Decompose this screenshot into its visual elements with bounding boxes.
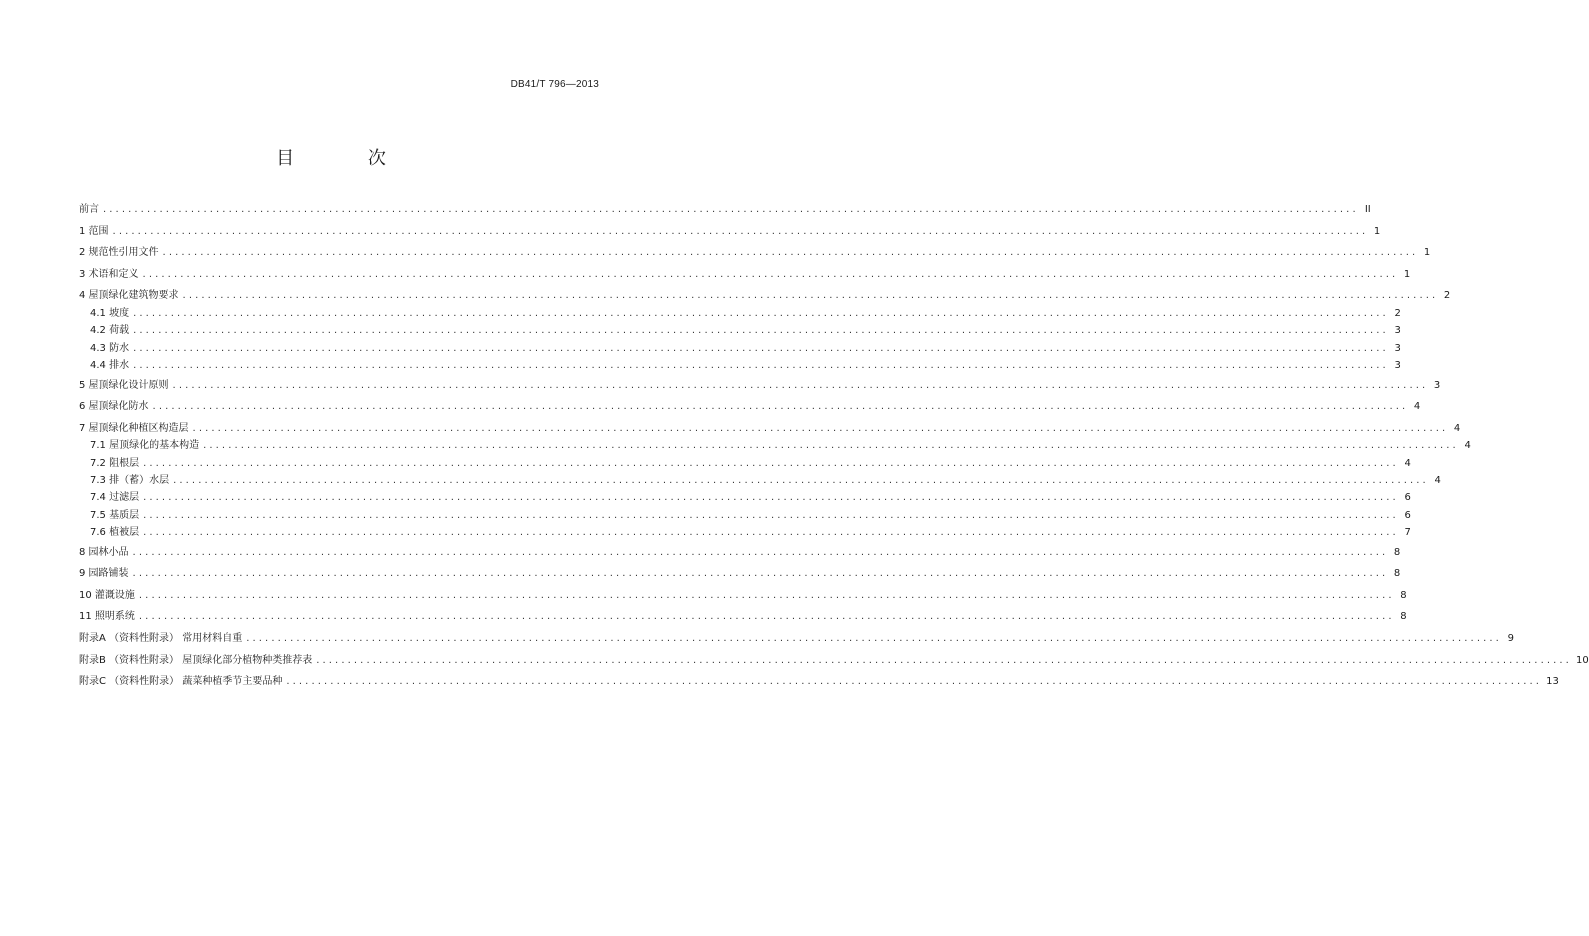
toc-entry[interactable] xyxy=(79,199,1371,221)
toc-entry-page: 4 xyxy=(1413,401,1421,413)
toc-entry-page: 1 xyxy=(1423,247,1431,259)
toc-entry-page: 1 xyxy=(1373,225,1381,237)
toc-entry[interactable] xyxy=(79,542,1401,564)
toc-dot-leader: ........................................................................................................................................................................................................ xyxy=(172,379,1429,391)
toc-entry-label: 7.1 屋顶绿化的基本构造 xyxy=(90,440,200,452)
toc-dot-leader: ........................................................................................................................................................................................................ xyxy=(133,360,1389,372)
toc-entry-page: 4 xyxy=(1453,422,1461,434)
toc-entry-label: 前言 xyxy=(79,204,99,215)
toc-entry[interactable] xyxy=(79,563,1401,585)
toc-entry[interactable] xyxy=(79,650,1589,672)
toc-entry[interactable] xyxy=(79,322,1401,339)
toc-dot-leader: ........................................................................................................................................................................................................ xyxy=(143,492,1399,504)
toc-entry-label: 4 屋顶绿化建筑物要求 xyxy=(79,290,179,302)
toc-entry-page: 2 xyxy=(1394,307,1401,319)
toc-entry-label: 1 范围 xyxy=(79,225,109,237)
toc-entry-page: 3 xyxy=(1394,360,1401,372)
toc-entry-label: 3 术语和定义 xyxy=(79,268,139,280)
toc-entry-page: 7 xyxy=(1404,527,1411,539)
toc-dot-leader: ........................................................................................................................................................................................................ xyxy=(103,204,1359,215)
toc-entry[interactable] xyxy=(79,264,1411,286)
toc-dot-leader: ........................................................................................................................................................................................................ xyxy=(133,342,1389,354)
toc-entry-label: 8 园林小品 xyxy=(79,546,129,558)
toc-entry-page: II xyxy=(1364,204,1371,215)
toc-entry-page: 13 xyxy=(1546,676,1559,688)
toc-entry-label: 7.4 过滤层 xyxy=(90,492,140,504)
toc-entry-label: 附录C （资料性附录） 蔬菜种植季节主要品种 xyxy=(79,676,283,688)
toc-entry-label: 7.6 植被层 xyxy=(90,527,140,539)
toc-entry-page: 9 xyxy=(1507,633,1514,645)
toc-dot-leader: ........................................................................................................................................................................................................ xyxy=(133,307,1389,319)
toc-entry-page: 2 xyxy=(1443,290,1451,302)
toc-entry-page: 8 xyxy=(1400,611,1407,623)
toc-entry-label: 4.3 防水 xyxy=(90,342,130,354)
toc-entry[interactable] xyxy=(79,671,1559,693)
toc-dot-leader: ........................................................................................................................................................................................................ xyxy=(138,589,1395,601)
toc-entry-label: 4.1 坡度 xyxy=(90,307,130,319)
toc-entry-label: 5 屋顶绿化设计原则 xyxy=(79,379,169,391)
toc-entry-label: 6 屋顶绿化防水 xyxy=(79,401,149,413)
toc-dot-leader: ........................................................................................................................................................................................................ xyxy=(142,268,1399,280)
toc-entry-page: 8 xyxy=(1400,589,1407,601)
toc-entry-label: 4.4 排水 xyxy=(90,360,130,372)
toc-entry-label: 附录B （资料性附录） 屋顶绿化部分植物种类推荐表 xyxy=(79,654,313,666)
toc-entry[interactable] xyxy=(79,489,1411,506)
toc-dot-leader: ........................................................................................................................................................................................................ xyxy=(152,401,1409,413)
toc-entry[interactable] xyxy=(79,606,1407,628)
toc-entry[interactable] xyxy=(79,285,1451,307)
toc-entry-label: 2 规范性引用文件 xyxy=(79,247,159,259)
toc-entry-page: 8 xyxy=(1393,546,1401,558)
toc-entry-page: 3 xyxy=(1394,342,1401,354)
toc-entry[interactable] xyxy=(79,221,1381,243)
toc-entry-label: 7.2 阻根层 xyxy=(90,457,140,469)
toc-dot-leader: ........................................................................................................................................................................................................ xyxy=(112,225,1369,237)
toc-entry[interactable] xyxy=(79,340,1401,357)
toc-entry-label: 附录A （资料性附录） 常用材料自重 xyxy=(79,633,243,645)
toc-entry[interactable] xyxy=(79,507,1411,524)
toc-entry[interactable] xyxy=(79,375,1441,397)
toc-dot-leader: ........................................................................................................................................................................................................ xyxy=(133,325,1389,337)
toc-dot-leader: ........................................................................................................................................................................................................ xyxy=(203,440,1459,452)
toc-dot-leader: ........................................................................................................................................................................................................ xyxy=(138,611,1395,623)
toc-entry-page: 3 xyxy=(1394,325,1401,337)
toc-entry[interactable] xyxy=(79,305,1401,322)
toc-entry[interactable] xyxy=(79,585,1407,607)
toc-dot-leader: ........................................................................................................................................................................................................ xyxy=(173,475,1429,487)
toc-entry[interactable] xyxy=(79,628,1514,650)
toc-dot-leader: ........................................................................................................................................................................................................ xyxy=(192,422,1449,434)
toc-entry[interactable] xyxy=(79,455,1411,472)
toc-entry-page: 8 xyxy=(1393,568,1401,580)
toc-entry-page: 4 xyxy=(1464,440,1471,452)
toc-entry[interactable] xyxy=(79,242,1431,264)
toc-entry-label: 9 园路铺装 xyxy=(79,568,129,580)
toc-entry-label: 7.5 基质层 xyxy=(90,509,140,521)
toc-entry-label: 4.2 荷载 xyxy=(90,325,130,337)
toc-entry[interactable] xyxy=(79,396,1421,418)
toc-dot-leader: ........................................................................................................................................................................................................ xyxy=(286,676,1543,688)
toc-dot-leader: ........................................................................................................................................................................................................ xyxy=(143,527,1399,539)
toc-dot-leader: ........................................................................................................................................................................................................ xyxy=(143,457,1399,469)
toc-entry-label: 7 屋顶绿化种植区构造层 xyxy=(79,422,189,434)
toc-entry-page: 3 xyxy=(1433,379,1441,391)
document-code: DB41/T 796—2013 xyxy=(510,79,599,90)
toc-entry-label: 7.3 排（蓄）水层 xyxy=(90,475,170,487)
toc-dot-leader: ........................................................................................................................................................................................................ xyxy=(162,247,1419,259)
toc-entry[interactable] xyxy=(79,472,1441,489)
toc-entry-page: 4 xyxy=(1404,457,1411,469)
toc-entry-label: 11 照明系统 xyxy=(79,611,135,623)
toc-dot-leader: ........................................................................................................................................................................................................ xyxy=(132,568,1389,580)
toc-entry[interactable] xyxy=(79,418,1461,440)
toc-entry-page: 4 xyxy=(1434,475,1441,487)
toc-entry-label: 10 灌溉设施 xyxy=(79,589,135,601)
toc-entry-page: 6 xyxy=(1404,492,1411,504)
toc-entry-page: 6 xyxy=(1404,509,1411,521)
toc-entry-page: 10 xyxy=(1575,654,1589,666)
toc-dot-leader: ........................................................................................................................................................................................................ xyxy=(182,290,1439,302)
toc-dot-leader: ........................................................................................................................................................................................................ xyxy=(246,633,1502,645)
toc-entry-page: 1 xyxy=(1403,268,1411,280)
toc-entry[interactable] xyxy=(79,524,1411,541)
page-title: 目 次 xyxy=(276,148,420,169)
toc-entry[interactable] xyxy=(79,357,1401,374)
toc-dot-leader: ........................................................................................................................................................................................................ xyxy=(143,509,1399,521)
table-of-contents xyxy=(79,199,1589,693)
toc-entry[interactable] xyxy=(79,437,1471,454)
toc-dot-leader: ........................................................................................................................................................................................................ xyxy=(316,654,1572,666)
toc-dot-leader: ........................................................................................................................................................................................................ xyxy=(132,546,1389,558)
